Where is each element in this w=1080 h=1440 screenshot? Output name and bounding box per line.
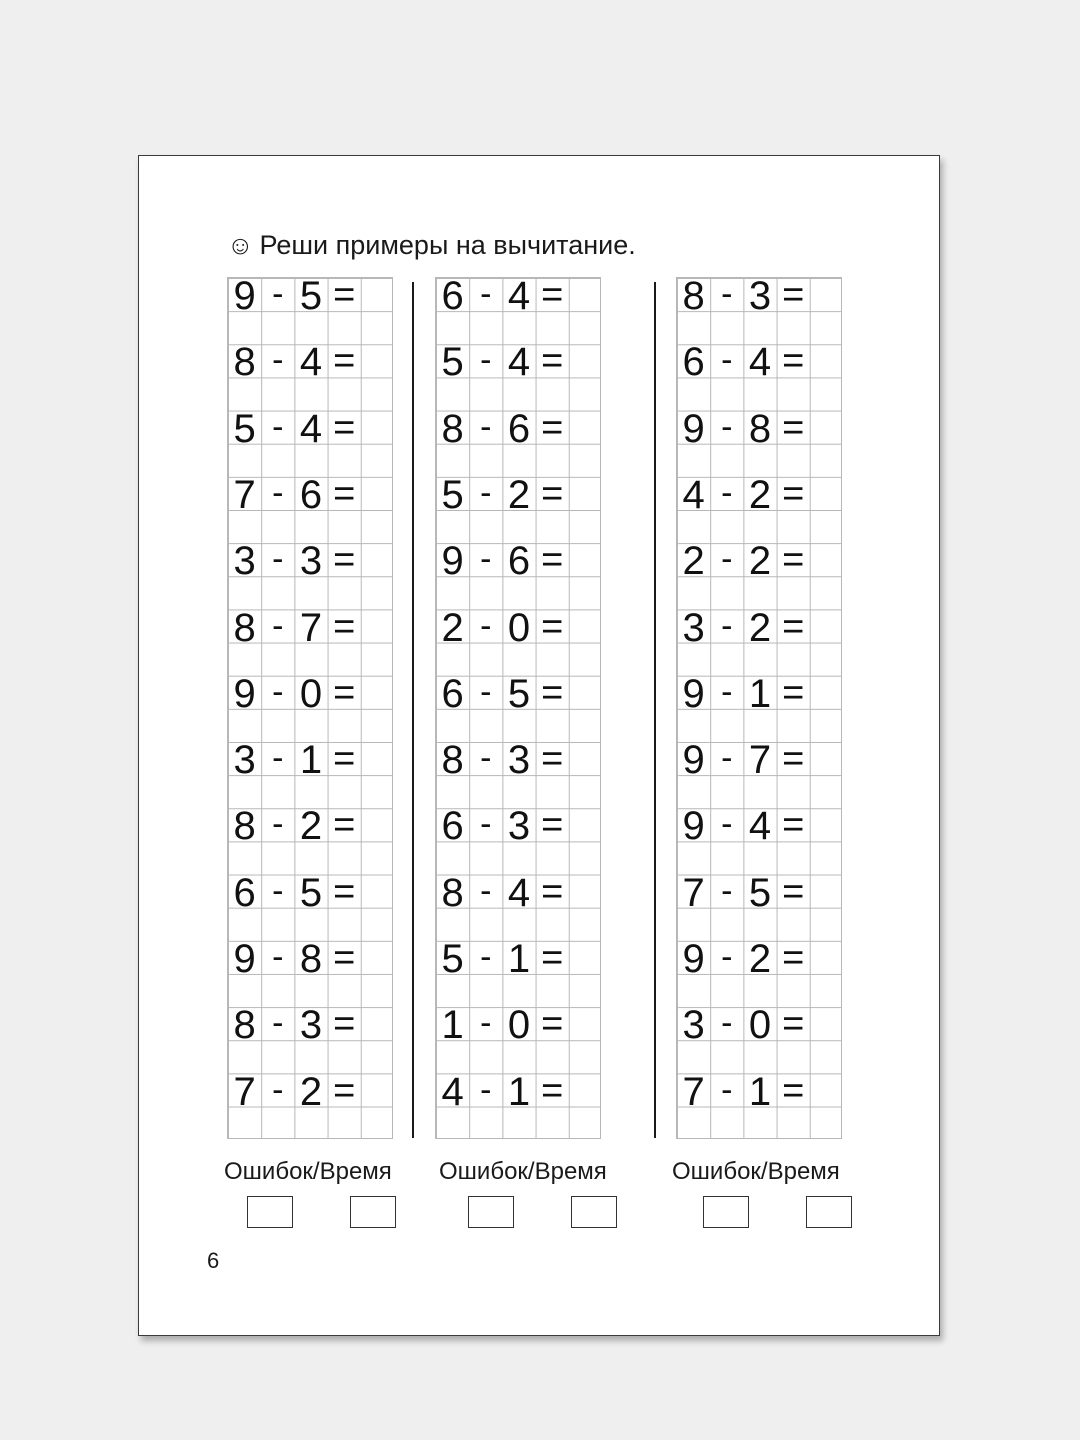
answer-cell[interactable] [361,344,394,377]
equals-sign: = [333,804,356,847]
score-label-2: Ошибок/Время [439,1158,607,1185]
equals-sign: = [333,738,356,781]
subtrahend: 2 [748,937,772,981]
minus-sign: - [480,672,492,711]
minuend: 7 [682,1069,705,1114]
instruction-heading [227,230,636,261]
minuend: 8 [441,406,464,451]
equals-sign: = [782,804,805,847]
answer-cell[interactable] [361,941,394,974]
minus-sign: - [721,1070,733,1109]
answer-cell[interactable] [810,610,843,643]
minuend: 9 [682,738,705,783]
minus-sign: - [272,739,284,778]
time-box-3[interactable] [806,1196,852,1228]
minuend: 6 [441,274,464,318]
subtrahend: 3 [748,274,772,318]
minus-sign: - [480,473,492,512]
subtrahend: 5 [748,870,772,915]
minus-sign: - [272,1070,284,1109]
minuend: 9 [682,804,705,849]
time-box-1[interactable] [350,1196,396,1228]
column-divider-1 [412,282,414,1138]
equals-sign: = [782,340,805,383]
answer-cell[interactable] [361,808,394,841]
minus-sign: - [272,473,284,512]
minuend: 6 [682,340,705,385]
minuend: 5 [441,340,464,385]
equals-sign: = [782,1003,805,1046]
subtrahend: 8 [299,937,323,981]
minuend: 2 [441,605,464,650]
answer-cell[interactable] [569,676,602,709]
minus-sign: - [272,540,284,579]
answer-cell[interactable] [810,676,843,709]
minus-sign: - [480,871,492,910]
equals-sign: = [333,1003,356,1046]
score-label-1: Ошибок/Время [224,1158,392,1185]
equals-sign: = [333,937,356,979]
equals-sign: = [541,605,564,648]
minus-sign: - [721,606,733,645]
answer-cell[interactable] [361,543,394,576]
subtrahend: 4 [299,340,323,385]
answer-cell[interactable] [361,477,394,510]
minus-sign: - [480,540,492,579]
answer-cell[interactable] [810,808,843,841]
subtrahend: 0 [748,1003,772,1048]
answer-cell[interactable] [569,1074,602,1107]
subtrahend: 4 [299,406,323,451]
equals-sign: = [333,274,356,316]
minuend: 8 [233,605,256,650]
subtrahend: 5 [299,274,323,318]
subtrahend: 2 [748,605,772,650]
minuend: 9 [682,671,705,716]
equals-sign: = [333,870,356,913]
problem-grid-1 [227,274,393,1139]
minuend: 8 [233,340,256,385]
minus-sign: - [480,275,492,313]
subtrahend: 6 [299,472,323,517]
equals-sign: = [333,539,356,582]
subtrahend: 1 [507,1069,531,1114]
equals-sign: = [541,870,564,913]
subtrahend: 2 [748,472,772,517]
equals-sign: = [333,472,356,515]
minuend: 9 [682,937,705,981]
equals-sign: = [333,671,356,714]
answer-cell[interactable] [361,1074,394,1107]
subtrahend: 0 [507,605,531,650]
answer-cell[interactable] [361,610,394,643]
answer-cell[interactable] [810,1007,843,1040]
answer-cell[interactable] [569,278,602,311]
column-divider-2 [654,282,656,1138]
subtrahend: 4 [748,340,772,385]
equals-sign: = [782,870,805,913]
subtrahend: 1 [507,937,531,981]
equals-sign: = [782,1069,805,1112]
errors-box-3[interactable] [703,1196,749,1228]
answer-cell[interactable] [569,610,602,643]
minus-sign: - [721,275,733,313]
answer-cell[interactable] [810,411,843,444]
answer-cell[interactable] [810,477,843,510]
minuend: 1 [441,1003,464,1048]
equals-sign: = [333,406,356,449]
minuend: 5 [441,937,464,981]
equals-sign: = [541,1069,564,1112]
subtrahend: 7 [748,738,772,783]
minus-sign: - [272,407,284,446]
answer-cell[interactable] [569,808,602,841]
minus-sign: - [480,739,492,778]
minus-sign: - [480,805,492,844]
minuend: 9 [682,406,705,451]
equals-sign: = [782,406,805,449]
minus-sign: - [480,1070,492,1109]
minuend: 5 [233,406,256,451]
minuend: 3 [233,738,256,783]
answer-cell[interactable] [810,278,843,311]
equals-sign: = [333,340,356,383]
instruction-text: Реши примеры на вычитание. [259,230,636,260]
subtrahend: 2 [748,539,772,584]
subtrahend: 5 [507,671,531,716]
equals-sign: = [333,1069,356,1112]
smiley-icon: ☺ [227,230,254,260]
subtrahend: 4 [507,870,531,915]
equals-sign: = [782,937,805,979]
equals-sign: = [541,472,564,515]
minuend: 9 [233,937,256,981]
minuend: 9 [233,671,256,716]
equals-sign: = [782,738,805,781]
minuend: 3 [682,605,705,650]
subtrahend: 4 [748,804,772,849]
minuend: 6 [233,870,256,915]
minuend: 7 [233,472,256,517]
minus-sign: - [721,540,733,579]
minus-sign: - [272,275,284,313]
answer-cell[interactable] [810,875,843,908]
minuend: 3 [233,539,256,584]
minuend: 8 [233,1003,256,1048]
equals-sign: = [541,804,564,847]
answer-cell[interactable] [361,742,394,775]
equals-sign: = [782,539,805,582]
equals-sign: = [541,738,564,781]
minuend: 8 [441,870,464,915]
answer-cell[interactable] [810,742,843,775]
subtrahend: 5 [299,870,323,915]
errors-box-1[interactable] [247,1196,293,1228]
subtrahend: 2 [299,1069,323,1114]
answer-cell[interactable] [569,411,602,444]
subtrahend: 0 [299,671,323,716]
equals-sign: = [541,340,564,383]
subtrahend: 4 [507,274,531,318]
subtrahend: 7 [299,605,323,650]
answer-cell[interactable] [810,1074,843,1107]
subtrahend: 3 [299,1003,323,1048]
minus-sign: - [721,341,733,380]
minuend: 4 [441,1069,464,1114]
equals-sign: = [541,274,564,316]
score-label-3: Ошибок/Время [672,1158,840,1185]
minuend: 5 [441,472,464,517]
minus-sign: - [721,672,733,711]
minuend: 9 [441,539,464,584]
minus-sign: - [721,739,733,778]
worksheet-page [138,155,940,1336]
answer-cell[interactable] [361,875,394,908]
minus-sign: - [721,938,733,976]
equals-sign: = [541,539,564,582]
answer-cell[interactable] [569,543,602,576]
minus-sign: - [721,473,733,512]
equals-sign: = [541,671,564,714]
minus-sign: - [272,1004,284,1043]
minuend: 8 [233,804,256,849]
subtrahend: 1 [748,671,772,716]
subtrahend: 6 [507,539,531,584]
minuend: 7 [233,1069,256,1114]
equals-sign: = [782,472,805,515]
answer-cell[interactable] [810,344,843,377]
minus-sign: - [721,407,733,446]
minuend: 4 [682,472,705,517]
answer-cell[interactable] [569,941,602,974]
page-number: 6 [207,1248,220,1273]
subtrahend: 2 [507,472,531,517]
problem-grid-3 [676,274,842,1139]
subtrahend: 6 [507,406,531,451]
minuend: 8 [441,738,464,783]
equals-sign: = [541,937,564,979]
subtrahend: 2 [299,804,323,849]
subtrahend: 1 [748,1069,772,1114]
answer-cell[interactable] [361,1007,394,1040]
minuend: 9 [233,274,256,318]
minus-sign: - [272,672,284,711]
minus-sign: - [272,938,284,976]
answer-cell[interactable] [569,1007,602,1040]
minuend: 7 [682,870,705,915]
time-box-2[interactable] [571,1196,617,1228]
minuend: 3 [682,1003,705,1048]
errors-box-2[interactable] [468,1196,514,1228]
minuend: 6 [441,804,464,849]
equals-sign: = [782,671,805,714]
problem-grid-2 [435,274,601,1139]
minuend: 6 [441,671,464,716]
subtrahend: 3 [507,804,531,849]
minus-sign: - [480,341,492,380]
equals-sign: = [333,605,356,648]
minus-sign: - [272,606,284,645]
answer-cell[interactable] [569,742,602,775]
minus-sign: - [480,407,492,446]
equals-sign: = [782,274,805,316]
answer-cell[interactable] [569,344,602,377]
subtrahend: 8 [748,406,772,451]
subtrahend: 0 [507,1003,531,1048]
minus-sign: - [721,871,733,910]
minus-sign: - [480,606,492,645]
subtrahend: 3 [507,738,531,783]
answer-cell[interactable] [569,477,602,510]
minus-sign: - [480,938,492,976]
minus-sign: - [480,1004,492,1043]
equals-sign: = [782,605,805,648]
minus-sign: - [272,341,284,380]
answer-cell[interactable] [569,875,602,908]
subtrahend: 3 [299,539,323,584]
minuend: 2 [682,539,705,584]
minus-sign: - [272,871,284,910]
subtrahend: 4 [507,340,531,385]
answer-cell[interactable] [810,941,843,974]
answer-cell[interactable] [361,411,394,444]
equals-sign: = [541,406,564,449]
minus-sign: - [721,805,733,844]
answer-cell[interactable] [361,676,394,709]
answer-cell[interactable] [361,278,394,311]
subtrahend: 1 [299,738,323,783]
answer-cell[interactable] [810,543,843,576]
minuend: 8 [682,274,705,318]
minus-sign: - [272,805,284,844]
equals-sign: = [541,1003,564,1046]
minus-sign: - [721,1004,733,1043]
